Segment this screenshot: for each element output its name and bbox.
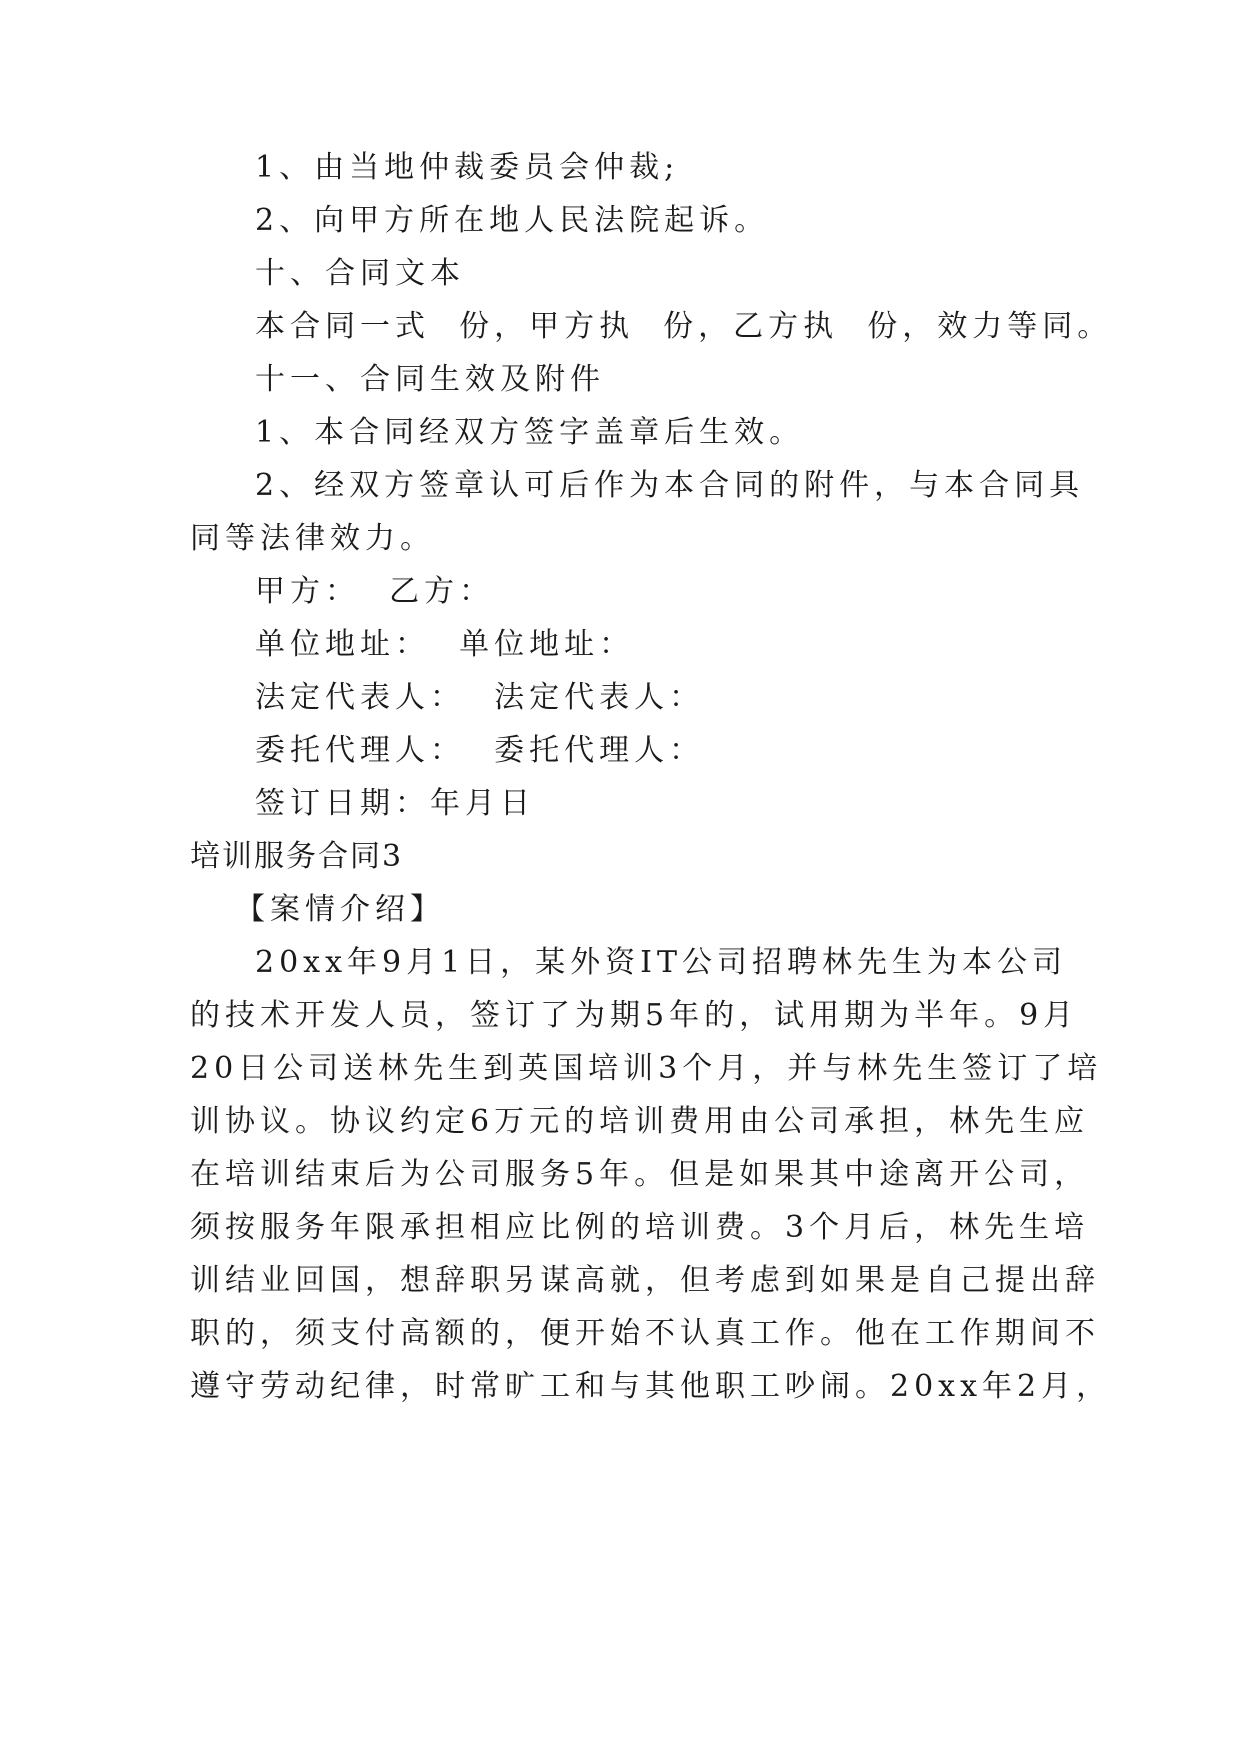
case-paragraph-line: 在培训结束后为公司服务5年。但是如果其中途离开公司， — [190, 1157, 1090, 1192]
case-paragraph-line: 须按服务年限承担相应比例的培训费。3个月后，林先生培 — [190, 1210, 1090, 1245]
clause-attachment: 2、经双方签章认可后作为本合同的附件，与本合同具 — [255, 468, 1085, 503]
section-heading-contract-text: 十、合同文本 — [255, 256, 465, 291]
case-paragraph-line: 20xx年9月1日，某外资IT公司招聘林先生为本公司 — [255, 945, 1068, 980]
case-paragraph-line: 训协议。协议约定6万元的培训费用由公司承担，林先生应 — [190, 1104, 1090, 1139]
clause-court: 2、向甲方所在地人民法院起诉。 — [255, 203, 770, 238]
case-paragraph-line: 遵守劳动纪律，时常旷工和与其他职工吵闹。20xx年2月， — [190, 1369, 1112, 1404]
case-paragraph-line: 训结业回国，想辞职另谋高就，但考虑到如果是自己提出辞 — [190, 1263, 1100, 1298]
case-paragraph-line: 20日公司送林先生到英国培训3个月，并与林先生签订了培 — [190, 1051, 1103, 1086]
signature-date: 签订日期：年月日 — [255, 786, 535, 821]
section-heading-effect: 十一、合同生效及附件 — [255, 362, 605, 397]
signature-parties: 甲方： 乙方： — [255, 574, 495, 609]
clause-copies: 本合同一式 份，甲方执 份，乙方执 份，效力等同。 — [255, 309, 1113, 344]
signature-legal-rep: 法定代表人： 法定代表人： — [255, 680, 705, 715]
clause-attachment-cont: 同等法律效力。 — [190, 521, 435, 556]
contract-title: 培训服务合同3 — [190, 839, 404, 874]
signature-address: 单位地址： 单位地址： — [255, 627, 635, 662]
clause-effective: 1、本合同经双方签字盖章后生效。 — [255, 415, 805, 450]
case-heading: 【案情介绍】 — [235, 892, 445, 927]
clause-arbitration: 1、由当地仲裁委员会仲裁; — [255, 150, 680, 185]
case-paragraph-line: 的技术开发人员，签订了为期5年的，试用期为半年。9月 — [190, 998, 1079, 1033]
case-paragraph-line: 职的，须支付高额的，便开始不认真工作。他在工作期间不 — [190, 1316, 1100, 1351]
signature-agent: 委托代理人： 委托代理人： — [255, 733, 705, 768]
